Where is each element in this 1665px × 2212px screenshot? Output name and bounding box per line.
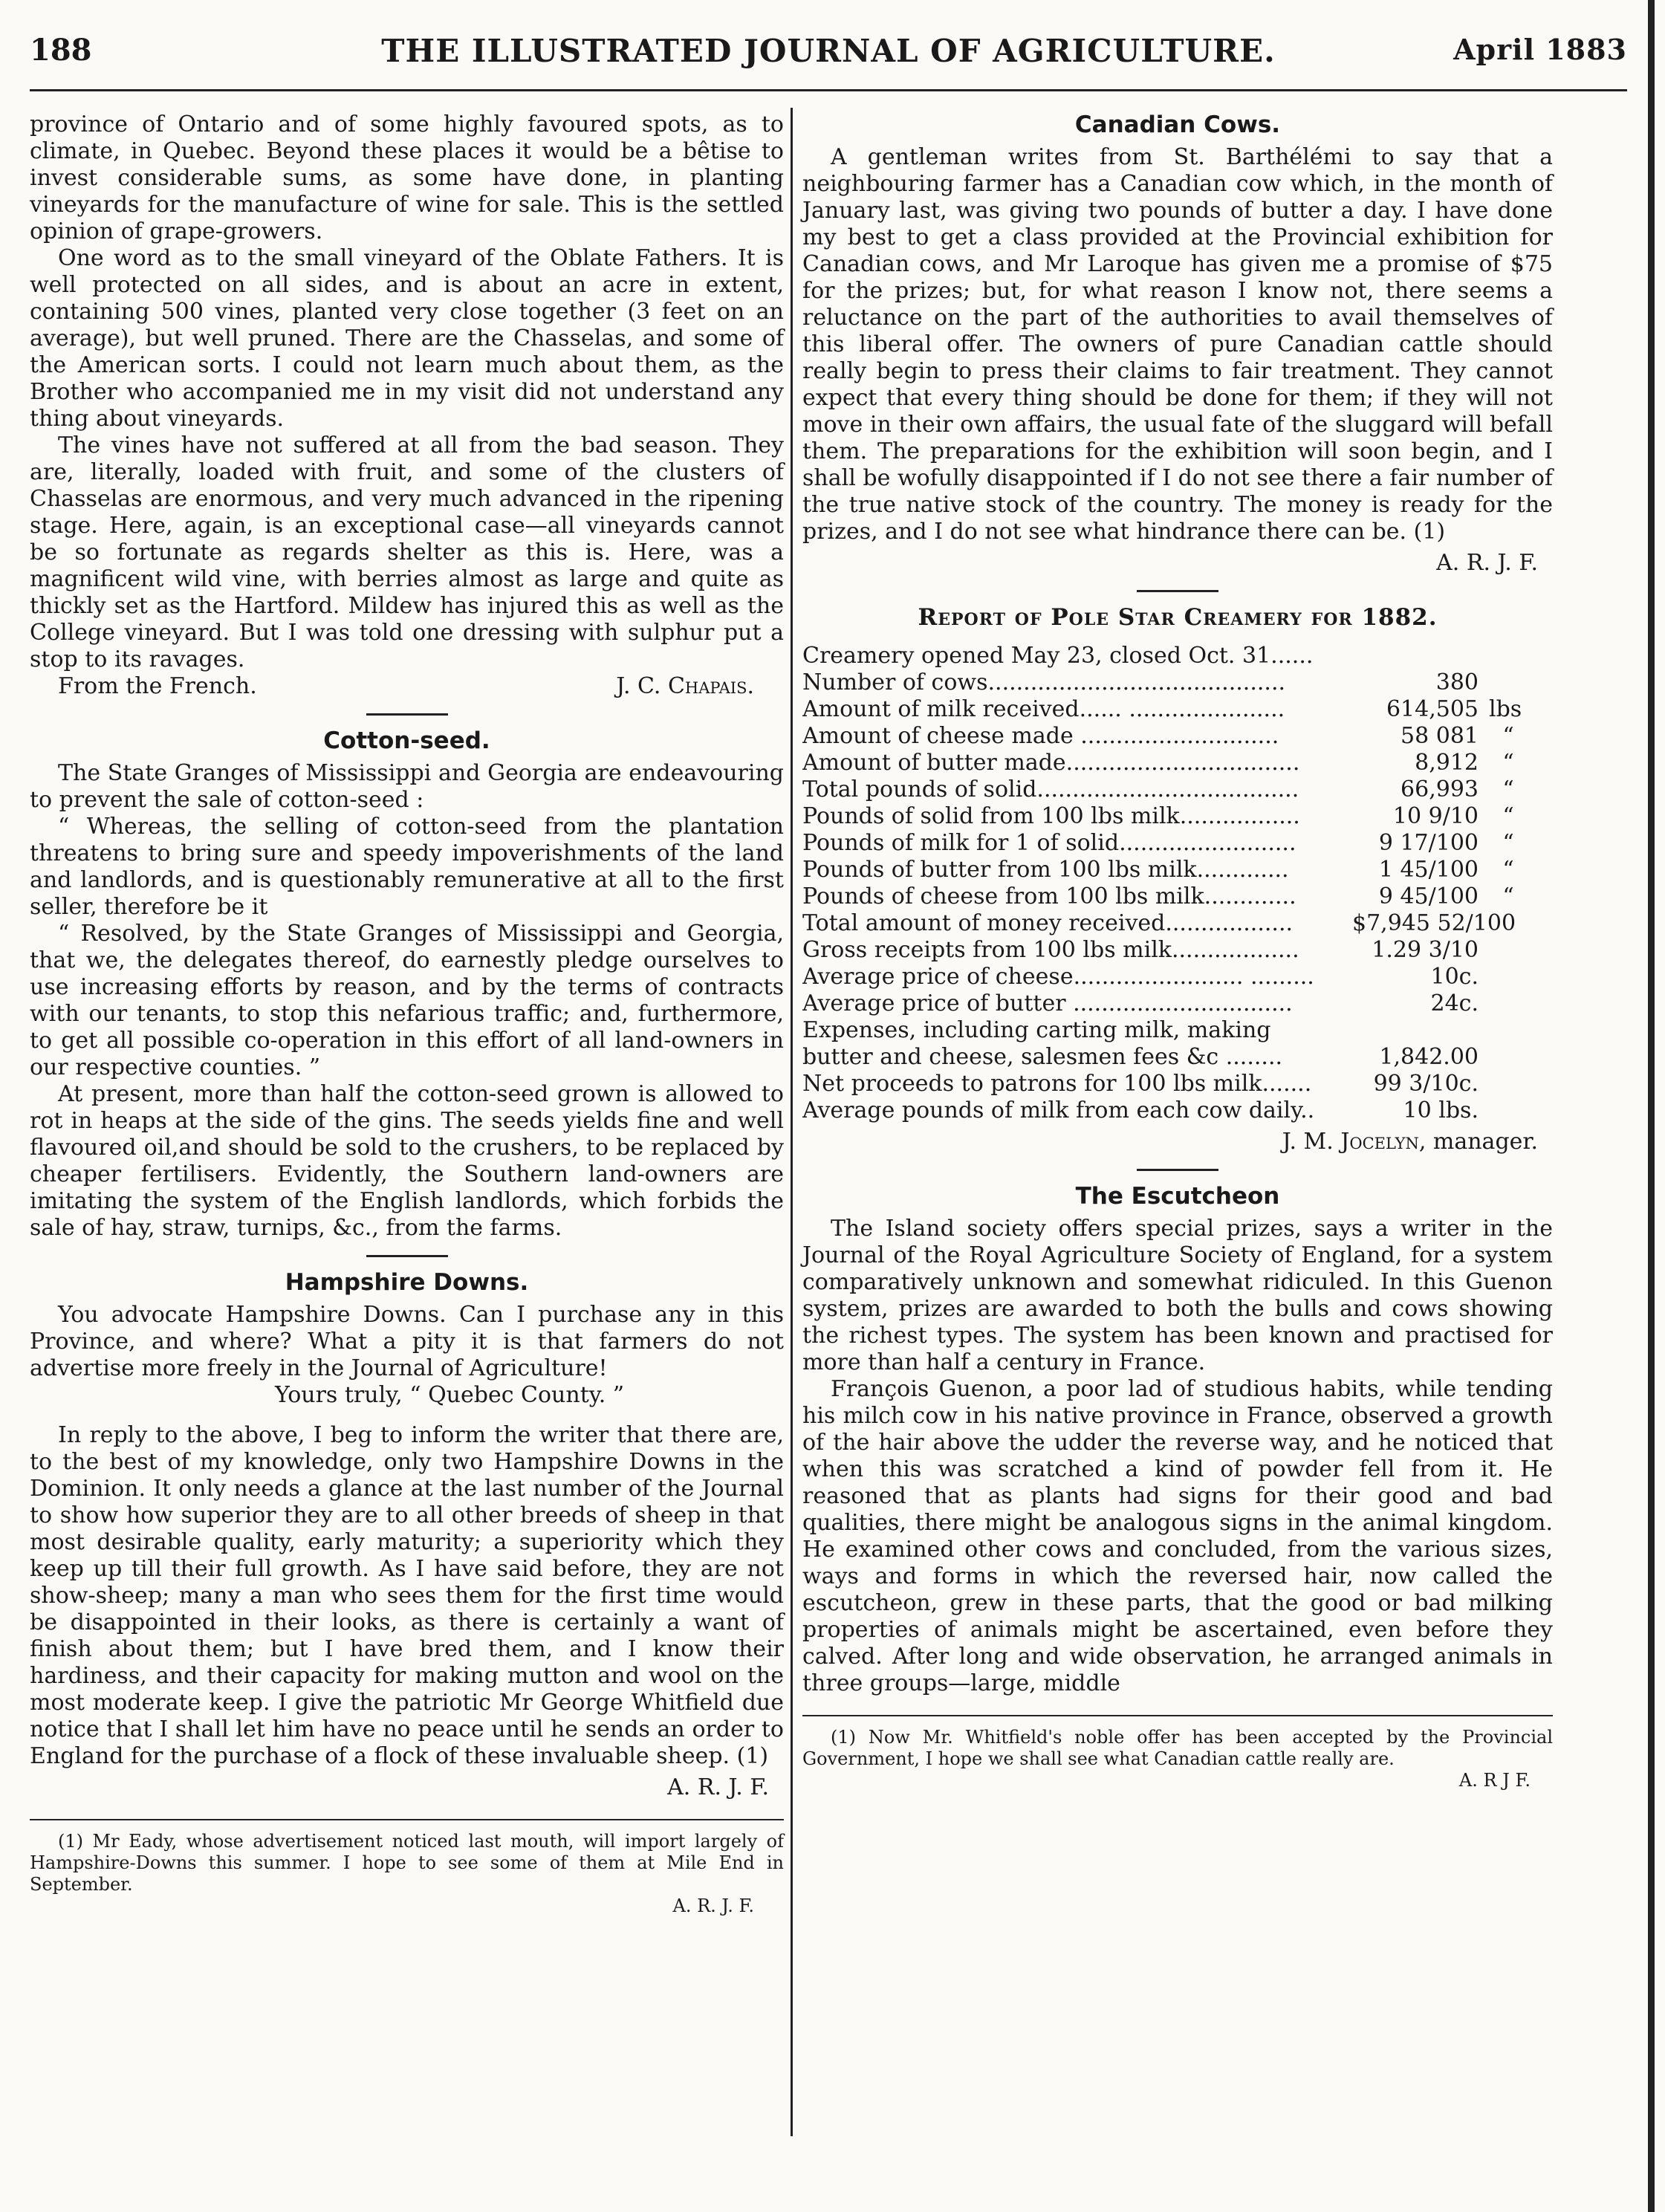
report-row-unit: “: [1502, 803, 1514, 829]
issue-date: April 1883: [1453, 33, 1627, 66]
report-row-value: 9 17/100: [1378, 830, 1479, 856]
footnote-rule: [802, 1715, 1553, 1716]
report-row: [802, 723, 1553, 750]
letter-signature: Yours truly, “ Quebec County. ”: [275, 1382, 625, 1408]
report-row-label: Pounds of cheese from 100 lbs milk.............: [802, 883, 1296, 909]
report-row: [802, 750, 1553, 776]
report-row-unit: “: [1502, 830, 1514, 856]
hampshire-reply: In reply to the above, I beg to inform the writer that there are, to the best of my knowledge, only two Hampshire Downs in the Dominion. It only needs a glance at the last number of the Journal to show how superior they are to all other breeds of sheep in that most desirable quality, early maturity; a superiority which they keep up till their full growth. As I have said before, they are not show-sheep; many a man who sees them for the first time would be disappointed in their looks, as there is certainly a want of finish about them; but I have bred them, and I know their hardiness, and their capacity for making mutton and wool on the most moderate keep. I give the patriotic Mr George Whitfield due notice that I shall let him have no peace until he sends an order to England for the purchase of a flock of these invaluable sheep. (1): [30, 1422, 784, 1769]
report-row: [802, 883, 1553, 910]
footnote-signature-row: [802, 1770, 1553, 1791]
report-row-label: Creamery opened May 23, closed Oct. 31......: [802, 643, 1314, 669]
report-row: [802, 803, 1553, 830]
vineyard-signature: [30, 673, 784, 700]
report-row-label: Amount of milk received...... ......................: [802, 696, 1285, 722]
report-row: [802, 1044, 1553, 1071]
right-column: [802, 111, 1553, 1791]
vineyard-paragraph: One word as to the small vineyard of the Oblate Fathers. It is well protected on all sides, and is about an acre in extent, containing 500 vines, planted very close together (3 feet on an average), but well pruned. There are the Chasselas, and some of the American sorts. I could not learn much about them, as the Brother who accompanied me in my visit did not understand any thing about vineyards.: [30, 245, 784, 432]
report-row: [802, 964, 1553, 990]
report-row: [802, 643, 1553, 669]
report-row: [802, 1071, 1553, 1097]
page-header: [30, 33, 1627, 77]
footnote-signature-row: [30, 1895, 784, 1917]
report-row-unit: lbs: [1489, 696, 1522, 722]
report-row-unit: “: [1502, 857, 1514, 883]
escutcheon-paragraph: François Guenon, a poor lad of studious habits, while tending his milch cow in his native province in France, observed a growth of the hair above the udder the reverse way, and he noticed that when this was scratched a kind of powder fell from it. He reasoned that as plants had signs for their good and bad qualities, there might be analogous signs in the animal kingdom. He examined other cows and concluded, from the various sizes, ways and forms in which the reversed hair, now called the escutcheon, grew in these parts, that the good or bad milking properties of animals might be ascertained, even before they calved. After long and wide observation, he arranged animals in three groups—large, middle: [802, 1376, 1553, 1696]
report-row-label: Total amount of money received..................: [802, 910, 1294, 936]
section-title-canadian-cows: Canadian Cows.: [1074, 111, 1281, 138]
report-row-unit: “: [1502, 750, 1514, 776]
report-row-label: Amount of cheese made ............................: [802, 723, 1279, 749]
cows-signature: A. R. J. F.: [1436, 550, 1538, 576]
cotton-paragraph: “ Whereas, the selling of cotton-seed from the plantation threatens to bring sure and speedy impoverishments of the land and landlords, and is questionably remunerative at all to the first seller, therefore be it: [30, 814, 784, 920]
report-row-label: Pounds of solid from 100 lbs milk.................: [802, 803, 1300, 829]
cotton-paragraph: The State Granges of Mississippi and Georgia are endeavouring to prevent the sale of cotton-seed :: [30, 760, 784, 813]
report-row-value: 99 3/10c.: [1373, 1071, 1479, 1097]
report-row-label: Total pounds of solid.....................................: [802, 776, 1299, 802]
source-note: From the French.: [58, 673, 257, 699]
report-row-label: Pounds of butter from 100 lbs milk.............: [802, 857, 1289, 883]
cotton-paragraph: At present, more than half the cotton-seed grown is allowed to rot in heaps at the side of the gins. The seeds yields fine and well flavoured oil,and should be sold to the crushers, to be replaced by cheaper fertilisers. Evidently, the Southern land-owners are imitating the system of the English landlords, which forbids the sale of hay, straw, turnips, &c., from the farms.: [30, 1081, 784, 1241]
header-rule: [30, 89, 1627, 91]
reply-signature: A. R. J. F.: [667, 1774, 769, 1800]
section-title-escutcheon: The Escutcheon: [1075, 1183, 1280, 1210]
report-row-label: butter and cheese, salesmen fees &c ........: [802, 1044, 1283, 1070]
report-row-value: 9 45/100: [1378, 883, 1479, 909]
manager-role: manager.: [1432, 1129, 1538, 1155]
report-row-value: 614,505: [1386, 696, 1479, 722]
report-row: [802, 776, 1553, 803]
report-row-label: Expenses, including carting milk, making: [802, 1017, 1271, 1043]
report-row-value: 10 lbs.: [1403, 1097, 1479, 1123]
column-divider: [791, 108, 793, 2136]
creamery-report-table: [802, 643, 1553, 1124]
report-row-label: Gross receipts from 100 lbs milk..................: [802, 937, 1299, 963]
page-number: 188: [30, 33, 92, 68]
report-row-label: Amount of butter made.................................: [802, 750, 1300, 776]
escutcheon-paragraph: The Island society offers special prizes, says a writer in the Journal of the Royal Agriculture Society of England, for a system comparatively unknown and somewhat ridiculed. In this Guenon system, prizes are awarded to both the bulls and cows showing the richest types. The system has been known and practised for more than half a century in France.: [802, 1216, 1553, 1375]
report-row-value: 10 9/10: [1392, 803, 1479, 829]
section-divider: [1137, 590, 1218, 592]
report-row-value: 1.29 3/10: [1372, 937, 1479, 963]
report-row-label: Pounds of milk for 1 of solid.........................: [802, 830, 1296, 856]
journal-title: THE ILLUSTRATED JOURNAL OF AGRICULTURE.: [381, 33, 1276, 69]
footnote-rule: [30, 1819, 784, 1820]
report-row: [802, 669, 1553, 696]
report-row-value: 58 081: [1401, 723, 1479, 749]
cotton-paragraph: “ Resolved, by the State Granges of Mississippi and Georgia, that we, the delegates thereof, do earnestly pledge ourselves to use increasing efforts by reason, and by the terms of contracts with our tenants, to stop this nefarious traffic; and, furthermore, to get all possible co-operation in this effort of all land-owners in our respective counties. ”: [30, 921, 784, 1080]
report-row-label: Average price of cheese........................ .........: [802, 964, 1314, 990]
section-title-cotton-seed: Cotton-seed.: [323, 727, 490, 754]
report-row-label: Number of cows..........................................: [802, 669, 1286, 695]
section-title-hampshire-downs: Hampshire Downs.: [285, 1269, 529, 1296]
report-row-label: Average price of butter ...............................: [802, 990, 1293, 1016]
report-row-value: 8,912: [1415, 750, 1479, 776]
report-row-value: 24c.: [1430, 990, 1479, 1016]
report-row: [802, 1097, 1553, 1124]
report-row-label: Net proceeds to patrons for 100 lbs milk.......: [802, 1071, 1312, 1097]
footnote-signature: A. R. J. F.: [672, 1895, 754, 1916]
report-row: [802, 830, 1553, 857]
report-row-value: 380: [1435, 669, 1479, 695]
vineyard-paragraph: province of Ontario and of some highly favoured spots, as to climate, in Quebec. Beyond these places it would be a bêtise to invest considerable sums, as some have done, in planting vineyards for the manufacture of wine for sale. This is the settled opinion of grape-growers.: [30, 111, 784, 244]
section-title-creamery-report: Report of Pole Star Creamery for 1882.: [918, 604, 1438, 631]
footnote: (1) Mr Eady, whose advertisement noticed last mouth, will import largely of Hampshire-Downs this summer. I hope to see some of them at Mile End in September.: [30, 1831, 784, 1895]
report-row: [802, 910, 1553, 937]
footnote-signature: A. R J F.: [1458, 1770, 1531, 1791]
left-column: [30, 111, 784, 1917]
report-row-value: $7,945 52/100: [1352, 910, 1516, 936]
report-row-label: Average pounds of milk from each cow daily..: [802, 1097, 1315, 1123]
report-signature: [802, 1129, 1553, 1155]
report-row: [802, 937, 1553, 964]
section-divider: [1137, 1169, 1218, 1171]
section-divider: [366, 713, 448, 716]
binding-edge: [1648, 0, 1655, 2212]
cows-paragraph: A gentleman writes from St. Barthélémi to say that a neighbouring farmer has a Canadian cow which, in the month of January last, was giving two pounds of butter a day. I have done my best to get a class provided at the Provincial exhibition for Canadian cows, and Mr Laroque has given me a promise of $75 for the prizes; but, for what reason I know not, there seems a reluctance on the part of the authorities to avail themselves of this liberal offer. The owners of pure Canadian cattle should really begin to press their claims to fair treatment. They cannot expect that every thing should be done for them; if they will not move in their own affairs, the usual fate of the sluggard will befall them. The preparations for the exhibition will soon begin, and I shall be wofully disappointed if I do not see there a fair number of the true native stock of the country. The money is ready for the prizes, and I do not see what hindrance there can be. (1): [802, 144, 1553, 545]
report-row-value: 10c.: [1430, 964, 1479, 990]
vineyard-paragraph: The vines have not suffered at all from the bad season. They are, literally, loaded with fruit, and some of the clusters of Chasselas are enormous, and very much advanced in the ripening stage. Here, again, is an exceptional case—all vineyards cannot be so fortunate as regards shelter as this is. Here, was a magnificent wild vine, with berries almost as large and quite as thickly set as the Hartford. Mildew has injured this as well as the College vineyard. But I was told one dressing with sulphur put a stop to its ravages.: [30, 432, 784, 672]
author-name: J. C. Chapais.: [616, 673, 754, 699]
report-row: [802, 1017, 1553, 1044]
report-row: [802, 990, 1553, 1017]
report-row: [802, 857, 1553, 883]
report-row-unit: “: [1502, 723, 1514, 749]
hampshire-letter: You advocate Hampshire Downs. Can I purchase any in this Province, and where? What a pity it is that farmers do not advertise more freely in the Journal of Agriculture!: [30, 1302, 784, 1381]
report-row-value: 66,993: [1401, 776, 1479, 802]
report-row: [802, 696, 1553, 723]
report-row-unit: “: [1502, 883, 1514, 909]
report-row-value: 1 45/100: [1378, 857, 1479, 883]
report-row-value: 1,842.00: [1379, 1044, 1479, 1070]
report-row-unit: “: [1502, 776, 1514, 802]
manager-name: J. M. Jocelyn,: [1282, 1129, 1427, 1155]
footnote: (1) Now Mr. Whitfield's noble offer has been accepted by the Provincial Government, I hope we shall see what Canadian cattle really are.: [802, 1727, 1553, 1769]
section-divider: [366, 1255, 448, 1257]
